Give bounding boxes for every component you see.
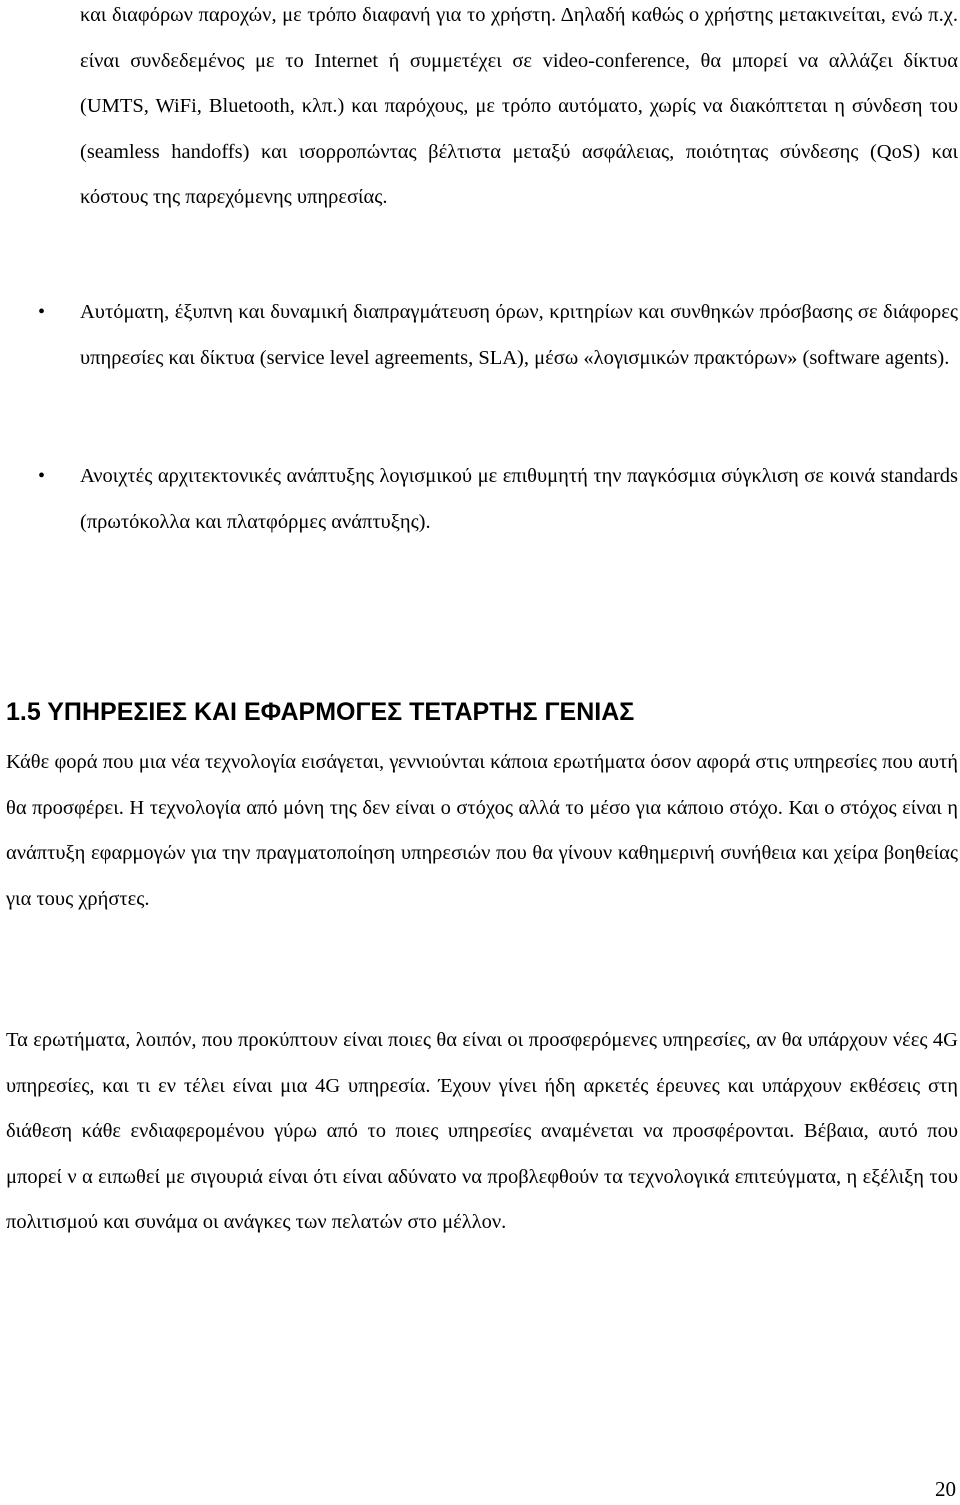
section-heading: 1.5 ΥΠΗΡΕΣΙΕΣ ΚΑΙ ΕΦΑΡΜΟΓΕΣ ΤΕΤΑΡΤΗΣ ΓΕΝΙΑΣ [6, 698, 635, 726]
page-number: 20 [935, 1477, 956, 1501]
bullet-marker: • [38, 465, 46, 487]
bullet-item-text: Αυτόματη, έξυπνη και δυναμική διαπραγμάτευση όρων, κριτηρίων και συνθηκών πρόσβασης σε διάφορες υπηρεσίες και δίκτυα (service level agreements, SLA), μέσω «λογισμικών πρακτόρων» (software agents). [80, 301, 958, 369]
body-paragraph: Κάθε φορά που μια νέα τεχνολογία εισάγεται, γεννιούνται κάποια ερωτήματα όσον αφορά στις υπηρεσίες που αυτή θα προσφέρει. Η τεχνολογία από μόνη της δεν είναι ο στόχος αλλά το μέσο για κάποιο στόχο. Και ο στόχος είναι η ανάπτυξη εφαρμογών για την πραγματοποίηση υπηρεσιών που θα γίνουν καθημερινή συνήθεια και χείρα βοηθείας για τους χρήστες. [6, 751, 958, 910]
bullet-item-text: Ανοιχτές αρχιτεκτονικές ανάπτυξης λογισμικού με επιθυμητή την παγκόσμια σύγκλιση σε κοινά standards (πρωτόκολλα και πλατφόρμες ανάπτυξης). [80, 465, 958, 533]
bullet-marker: • [38, 301, 46, 323]
continued-list-item-text: και διαφόρων παροχών, με τρόπο διαφανή για το χρήστη. Δηλαδή καθώς ο χρήστης μετακινείται, ενώ π.χ. είναι συνδεδεμένος με το Internet ή συμμετέχει σε video-conference, θα μπορεί να αλλάζει δίκτυα (UMTS, WiFi, Bluetooth, κλπ.) και παρόχους, με τρόπο αυτόματο, χωρίς να διακόπτεται η σύνδεση του (seamless handoffs) και ισορροπώντας βέλτιστα μεταξύ ασφάλειας, ποιότητας σύνδεσης (QoS) και κόστους της παρεχόμενης υπηρεσίας. [80, 4, 958, 208]
body-paragraph: Τα ερωτήματα, λοιπόν, που προκύπτουν είναι ποιες θα είναι οι προσφερόμενες υπηρεσίες, αν θα υπάρχουν νέες 4G υπηρεσίες, και τι εν τέλει είναι μια 4G υπηρεσία. Έχουν γίνει ήδη αρκετές έρευνες και υπάρχουν εκθέσεις στη διάθεση κάθε ενδιαφερομένου γύρω από το ποιες υπηρεσίες αναμένεται να προσφέρονται. Βέβαια, αυτό που μπορεί ν α ειπωθεί με σιγουριά είναι ότι είναι αδύνατο να προβλεφθούν τα τεχνολογικά επιτεύγματα, η εξέλιξη του πολιτισμού και συνάμα οι ανάγκες των πελατών στο μέλλον. [6, 1029, 958, 1233]
